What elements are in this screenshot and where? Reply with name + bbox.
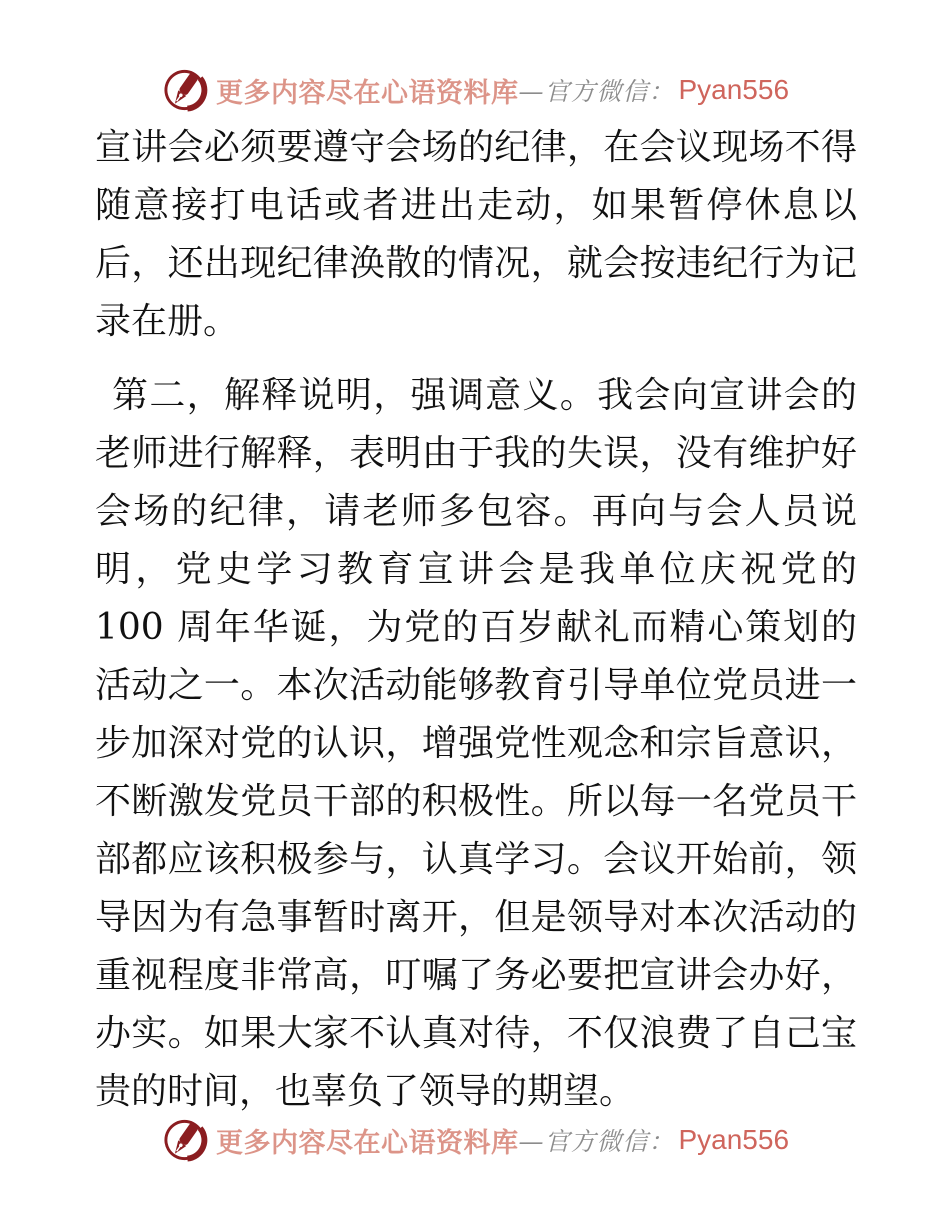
- official-wechat-label: —官方微信：: [518, 1127, 675, 1156]
- watermark-brand-text: 更多内容尽在心语资料库: [215, 77, 519, 109]
- document-body: [95, 119, 857, 1121]
- body-paragraph-1: 宣讲会必须要遵守会场的纪律，在会议现场不得随意接打电话或者进出走动，如果暂停休息以后，还出现纪律涣散的情况，就会按违纪行为记录在册。: [95, 127, 857, 342]
- wechat-id: Pyan556: [678, 74, 790, 105]
- pen-seal-logo-icon: [161, 1115, 208, 1165]
- pen-seal-logo-icon: [161, 65, 208, 115]
- watermark-brand-text: 更多内容尽在心语资料库: [215, 1127, 519, 1159]
- official-wechat-label: —官方微信：: [518, 77, 675, 106]
- wechat-id: Pyan556: [678, 1124, 790, 1155]
- body-paragraph-2: 第二，解释说明，强调意义。我会向宣讲会的老师进行解释，表明由于我的失误，没有维护好会场的纪律，请老师多包容。再向与会人员说明，党史学习教育宣讲会是我单位庆祝党的 100 周年华诞，为党的百岁献礼而精心策划的活动之一。本次活动能够教育引导单位党员进一步加深对党的认识，增强党性观念和宗旨意识，不断激发党员干部的积极性。所以每一名党员干部都应该积极参与，认真学习。会议开始前，领导因为有急事暂时离开，但是领导对本次活动的重视程度非常高，叮嘱了务必要把宣讲会办好，办实。如果大家不认真对待，不仅浪费了自己宝贵的时间，也辜负了领导的期望。: [95, 375, 857, 1112]
- header-watermark: [0, 64, 950, 116]
- footer-watermark: [0, 1114, 950, 1166]
